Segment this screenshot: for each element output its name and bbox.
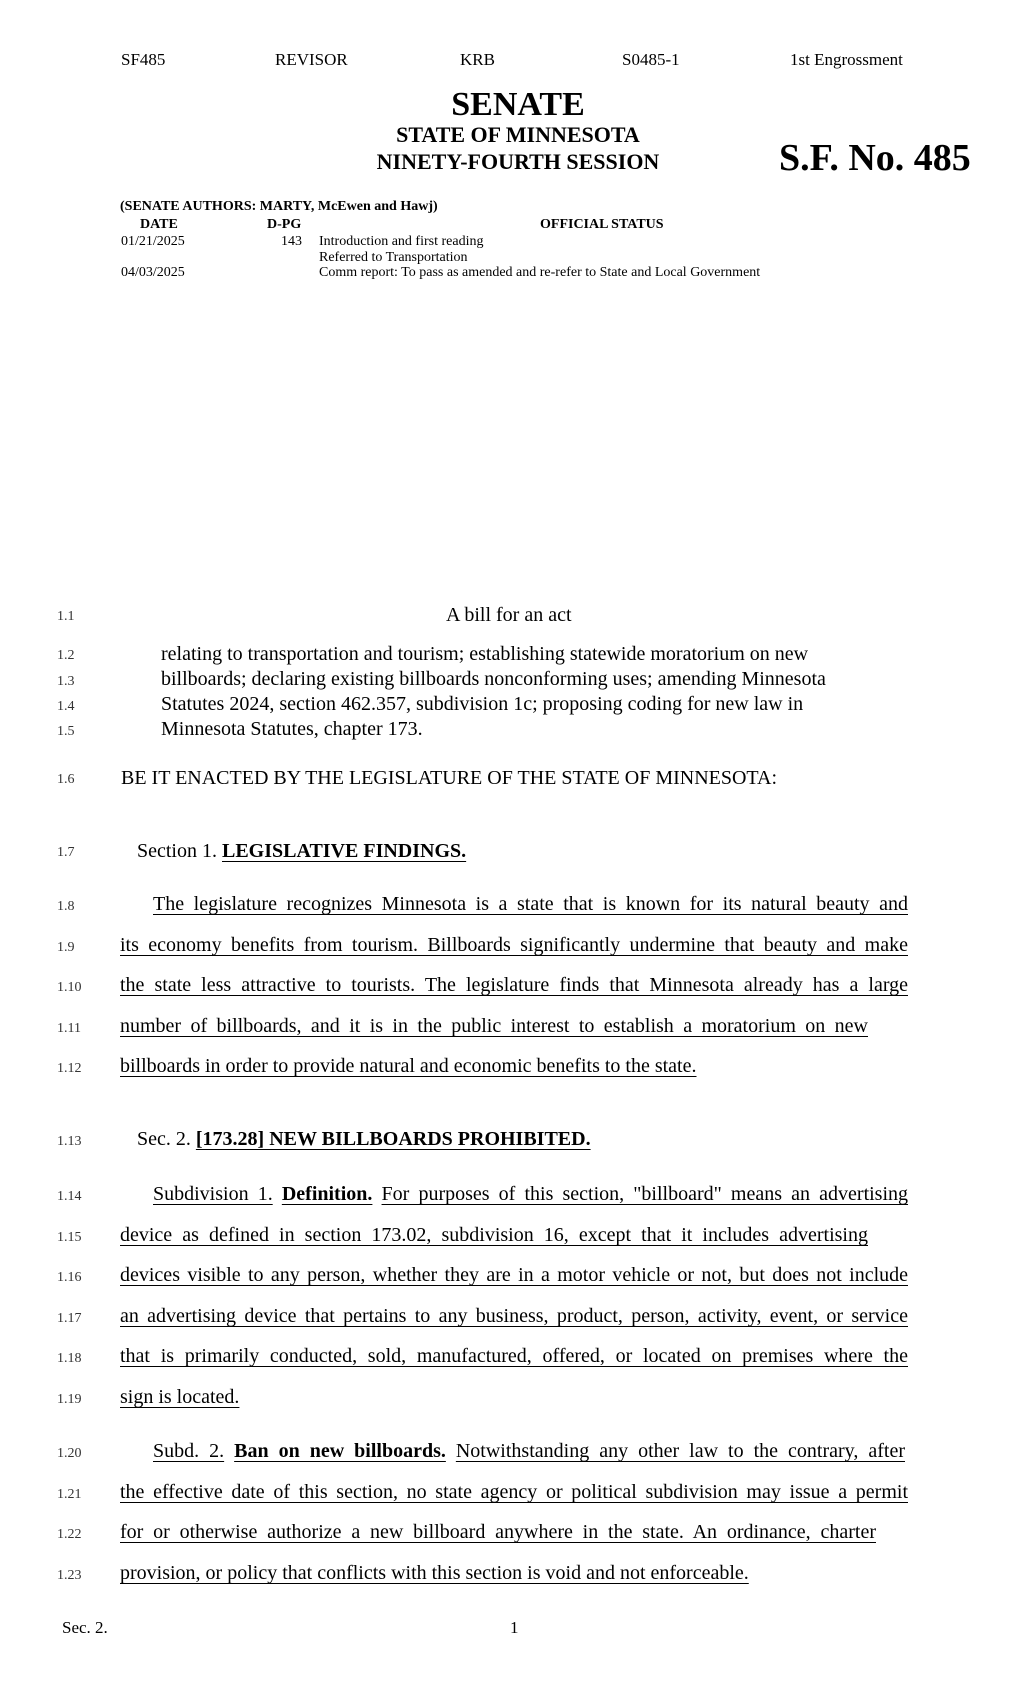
authors: (SENATE AUTHORS: MARTY, McEwen and Hawj): [120, 199, 438, 214]
subd-2-text-line: for or otherwise authorize a new billboard anywhere in the state. An ordinance, charter: [120, 1521, 876, 1543]
section-1-text-line: [120, 1055, 908, 1078]
session-title: NINETY-FOURTH SESSION: [376, 149, 660, 174]
chamber-title: SENATE: [451, 86, 585, 123]
section-label: Section 1.: [137, 840, 217, 862]
title-line: Statutes 2024, section 462.357, subdivision 1c; proposing coding for new law in: [161, 693, 804, 715]
line-number: 1.19: [57, 1392, 82, 1407]
line-number: 1.14: [57, 1189, 82, 1204]
line-number: 1.15: [57, 1230, 82, 1245]
status-row-dpg: 143: [281, 234, 302, 249]
status-row-date: 04/03/2025: [121, 265, 185, 280]
status-row-text: Comm report: To pass as amended and re-refer to State and Local Government: [319, 265, 761, 280]
line-number: 1.10: [57, 980, 82, 995]
header-initials: KRB: [460, 50, 495, 69]
line-number: 1.13: [57, 1134, 82, 1149]
subd-1-text-line: devices visible to any person, whether they are in a motor vehicle or not, but does not include: [120, 1264, 908, 1286]
title-line: Minnesota Statutes, chapter 173.: [161, 718, 423, 740]
line-number: 1.22: [57, 1527, 82, 1542]
status-row-text: Referred to Transportation: [319, 250, 468, 265]
subd-1-text: sign is located.: [120, 1386, 240, 1408]
section-1-text: billboards in order to provide natural and economic benefits to the state.: [120, 1055, 697, 1077]
section-1-text-line: The legislature recognizes Minnesota is a state that is known for its natural beauty and: [153, 893, 908, 915]
footer-section: Sec. 2.: [62, 1618, 108, 1637]
header-doc-id: S0485-1: [622, 50, 680, 69]
subd-2-first-line: [153, 1440, 905, 1463]
state-title: STATE OF MINNESOTA: [396, 122, 640, 147]
section-title: LEGISLATIVE FINDINGS.: [222, 840, 467, 862]
line-number: 1.6: [57, 772, 75, 787]
section-1-text-line: its economy benefits from tourism. Billboards significantly undermine that beauty and make: [120, 934, 908, 956]
subd-1-text-line: device as defined in section 173.02, subdivision 16, except that it includes advertising: [120, 1224, 868, 1246]
status-col-date: DATE: [140, 217, 178, 232]
subd-1-text-line: [120, 1386, 908, 1409]
subd-text: For purposes of this section, "billboard" means an advertising: [381, 1183, 909, 1205]
section-label: Sec. 2.: [137, 1128, 191, 1150]
bill-number: S.F. No. 485: [779, 137, 971, 179]
header-bill-id: SF485: [121, 50, 166, 69]
section-1-heading: [137, 840, 466, 863]
line-number: 1.18: [57, 1351, 82, 1366]
status-row-text: Introduction and first reading: [319, 234, 484, 249]
subd-2-text: provision, or policy that conflicts with this section is void and not enforceable.: [120, 1562, 749, 1584]
status-col-dpg: D-PG: [267, 217, 302, 232]
line-number: 1.23: [57, 1568, 82, 1583]
bill-heading: A bill for an act: [446, 604, 572, 626]
enacting-clause: BE IT ENACTED BY THE LEGISLATURE OF THE STATE OF MINNESOTA:: [121, 767, 778, 789]
subd-1-text-line: that is primarily conducted, sold, manufactured, offered, or located on premises where the: [120, 1345, 908, 1367]
section-1-text-line: the state less attractive to tourists. The legislature finds that Minnesota already has a large: [120, 974, 908, 996]
line-number: 1.5: [57, 724, 75, 739]
line-number: 1.8: [57, 899, 75, 914]
section-title: [173.28] NEW BILLBOARDS PROHIBITED.: [195, 1128, 591, 1150]
page-number: 1: [510, 1618, 519, 1637]
status-col-official: OFFICIAL STATUS: [540, 217, 664, 232]
subd-2-text-line: the effective date of this section, no state agency or political subdivision may issue a permit: [120, 1481, 908, 1503]
section-1-text-line: number of billboards, and it is in the public interest to establish a moratorium on new: [120, 1015, 868, 1037]
header-revisor: REVISOR: [275, 50, 348, 69]
line-number: 1.21: [57, 1487, 82, 1502]
subd-1-text-line: an advertising device that pertains to any business, product, person, activity, event, or service: [120, 1305, 908, 1327]
subd-label: Subdivision 1.: [153, 1183, 273, 1205]
line-number: 1.3: [57, 674, 75, 689]
subd-label: Subd. 2.: [153, 1440, 225, 1462]
line-number: 1.1: [57, 609, 75, 624]
subd-text: Notwithstanding any other law to the contrary, after: [455, 1440, 905, 1462]
line-number: 1.7: [57, 845, 75, 860]
header-engrossment: 1st Engrossment: [790, 50, 903, 69]
subd-heading: Ban on new billboards.: [234, 1440, 446, 1462]
line-number: 1.17: [57, 1311, 82, 1326]
title-line: billboards; declaring existing billboards nonconforming uses; amending Minnesota: [161, 668, 826, 690]
subd-heading: Definition.: [281, 1183, 373, 1205]
line-number: 1.9: [57, 940, 75, 955]
subd-1-first-line: [153, 1183, 908, 1206]
line-number: 1.11: [57, 1021, 81, 1036]
line-number: 1.16: [57, 1270, 82, 1285]
line-number: 1.12: [57, 1061, 82, 1076]
section-2-heading: [137, 1128, 591, 1151]
subd-2-text-line: [120, 1562, 908, 1585]
line-number: 1.20: [57, 1446, 82, 1461]
title-line: relating to transportation and tourism; establishing statewide moratorium on new: [161, 643, 809, 665]
line-number: 1.2: [57, 648, 75, 663]
status-row-date: 01/21/2025: [121, 234, 185, 249]
line-number: 1.4: [57, 699, 75, 714]
